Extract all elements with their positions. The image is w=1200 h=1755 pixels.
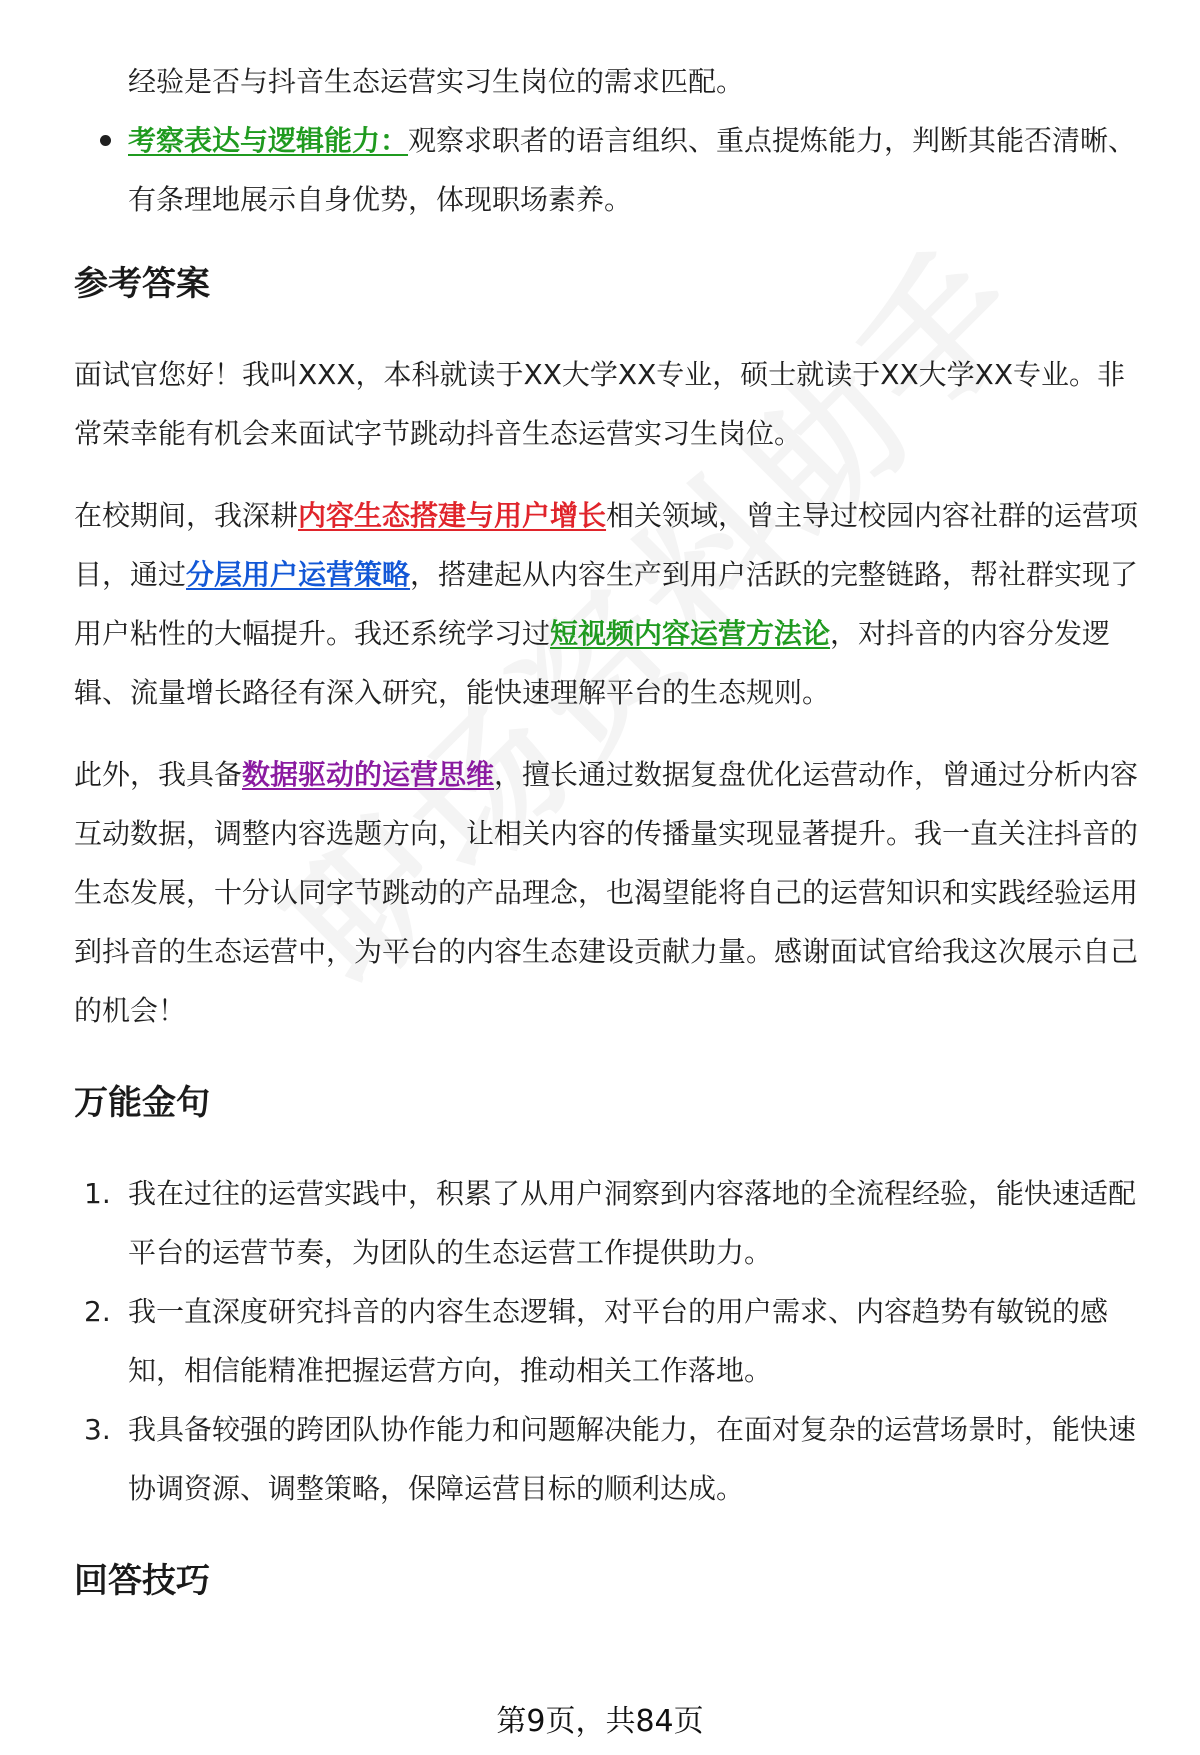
highlight-keyword: 内容生态搭建与用户增长 — [298, 499, 607, 532]
document-content — [74, 52, 1146, 1606]
bullet-title: 考察表达与逻辑能力： — [128, 124, 409, 157]
section-heading-golden: 万能金句 — [74, 1083, 210, 1123]
text-run: 此外，我具备 — [74, 758, 243, 791]
list-item — [74, 1282, 1146, 1400]
list-number: 3. — [84, 1413, 111, 1446]
list-number: 2. — [84, 1295, 111, 1328]
answer-paragraph-2 — [74, 486, 1146, 722]
page-number: 第9页，共84页 — [496, 1704, 704, 1739]
highlight-keyword: 分层用户运营策略 — [186, 558, 411, 591]
golden-list — [74, 1164, 1146, 1518]
list-number: 1. — [84, 1177, 111, 1210]
text-run: ，擅长通过数据复盘优化运营动作，曾通过分析内容互动数据，调整内容选题方向，让相关内容的传播量实现显著提升。我一直关注抖音的生态发展，十分认同字节跳动的产品理念，也渴望能将自己的运营知识和实践经验运用到抖音的生态运营中，为平台的内容生态建设贡献力量。感谢面试官给我这次展示自己的机会！ — [74, 758, 1139, 1027]
text-run: ，对抖音的内容分发逻辑、流量增长路径有深入研究，能快速理解平台的生态规则。 — [74, 617, 1111, 709]
highlight-keyword: 短视频内容运营方法论 — [550, 617, 831, 650]
bullet-icon — [100, 135, 111, 146]
list-item-text: 我具备较强的跨团队协作能力和问题解决能力，在面对复杂的运营场景时，能快速协调资源、调整策略，保障运营目标的顺利达成。 — [128, 1413, 1137, 1505]
text-run: 在校期间，我深耕 — [74, 499, 299, 532]
answer-paragraph-3 — [74, 745, 1146, 1040]
section-heading-answer: 参考答案 — [74, 264, 210, 304]
list-item — [74, 1164, 1146, 1282]
answer-paragraph-1: 面试官您好！我叫XXX，本科就读于XX大学XX专业，硕士就读于XX大学XX专业。非常荣幸能有机会来面试字节跳动抖音生态运营实习生岗位。 — [74, 358, 1126, 450]
list-item — [74, 1400, 1146, 1518]
bullet-text: 观察求职者的语言组织、重点提炼能力，判断其能否清晰、有条理地展示自身优势，体现职场素养。 — [128, 124, 1137, 216]
list-item-text: 我一直深度研究抖音的内容生态逻辑，对平台的用户需求、内容趋势有敏锐的感知，相信能精准把握运营方向，推动相关工作落地。 — [128, 1295, 1109, 1387]
section-heading-tips: 回答技巧 — [74, 1561, 210, 1601]
list-item — [74, 111, 1146, 229]
intro-continuation: 经验是否与抖音生态运营实习生岗位的需求匹配。 — [128, 65, 745, 98]
highlight-keyword: 数据驱动的运营思维 — [242, 758, 495, 791]
text-run: 相关领域，曾主导过校园内容社群的运营项目，通过 — [74, 499, 1139, 591]
list-item-text: 我在过往的运营实践中，积累了从用户洞察到内容落地的全流程经验，能快速适配平台的运营节奏，为团队的生态运营工作提供助力。 — [128, 1177, 1137, 1269]
text-run: ，搭建起从内容生产到用户活跃的完整链路，帮社群实现了用户粘性的大幅提升。我还系统学习过 — [74, 558, 1139, 650]
